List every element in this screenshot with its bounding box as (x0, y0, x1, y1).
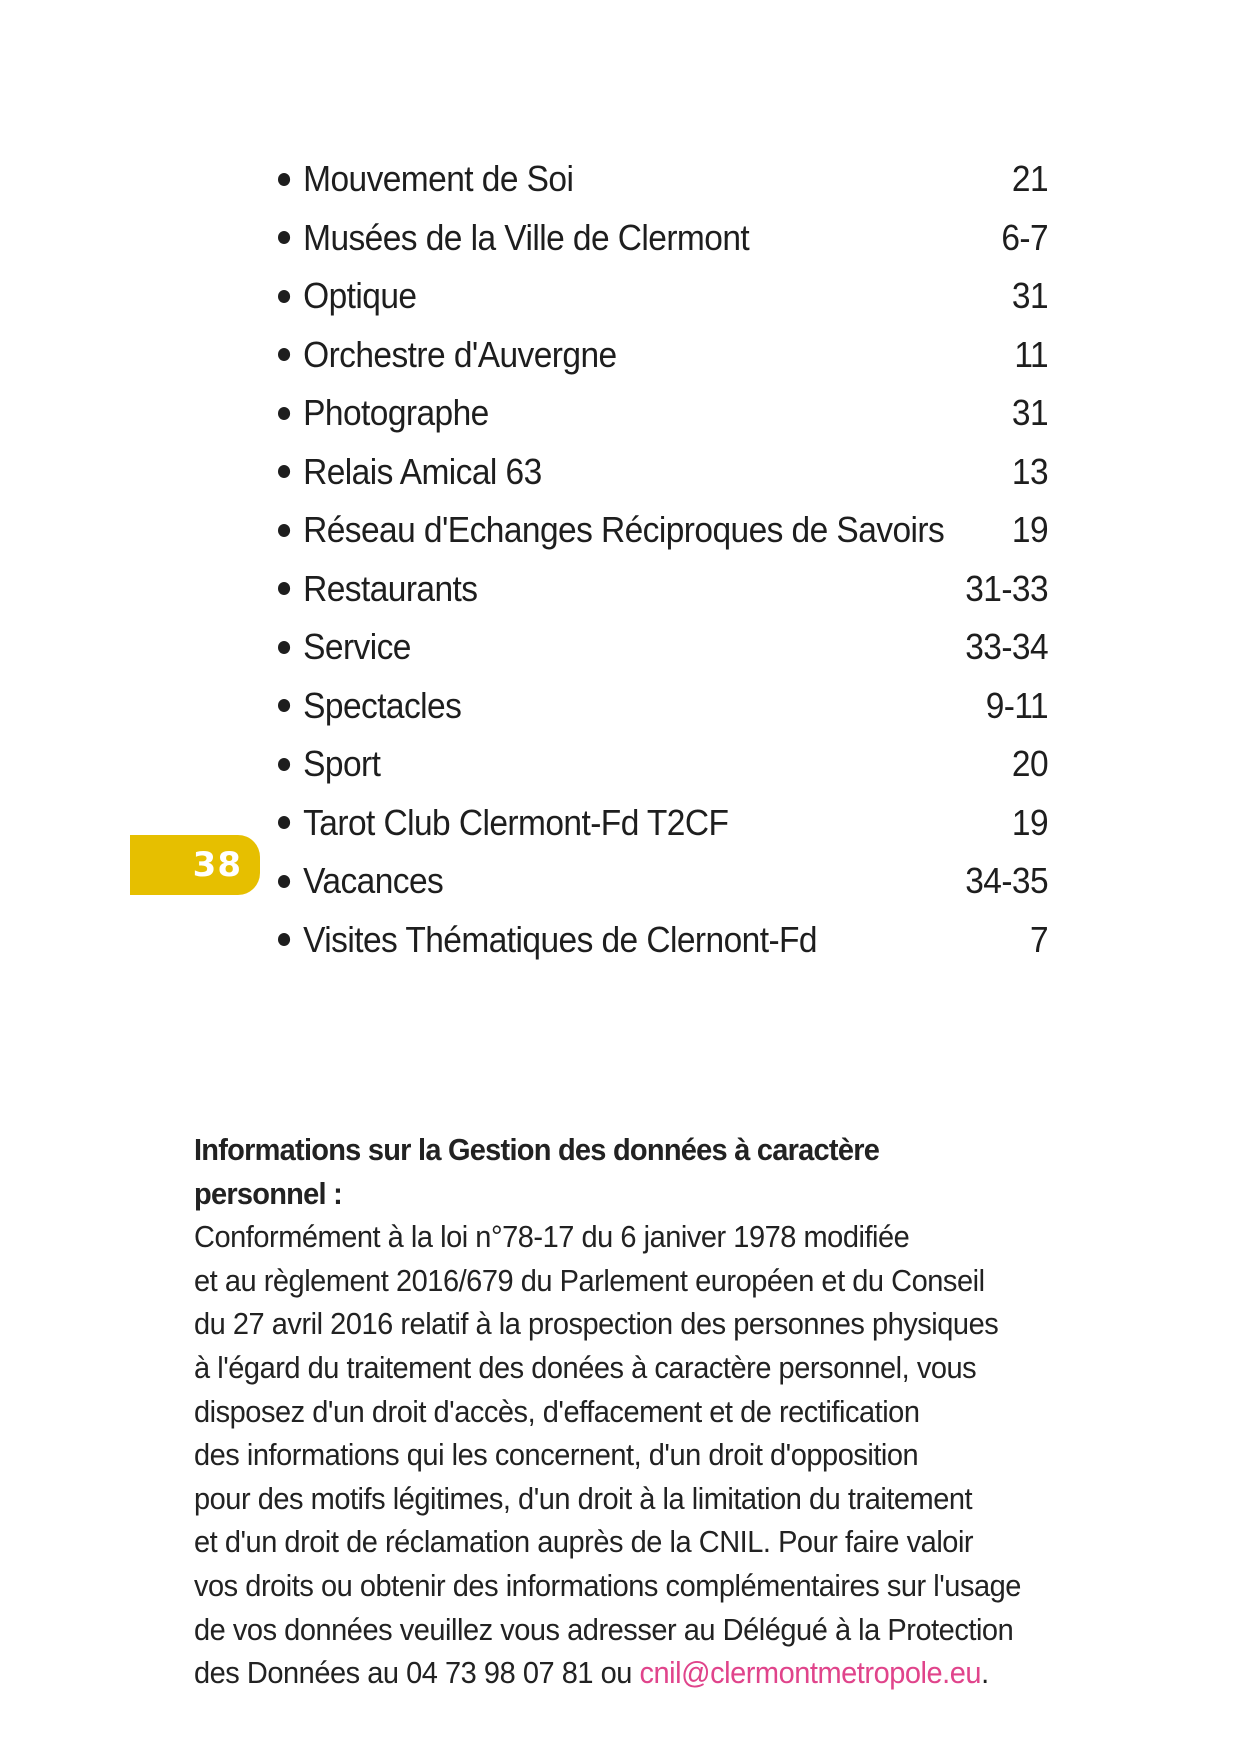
bullet-icon (278, 758, 290, 771)
cnil-email-link[interactable]: cnil@clermontmetropole.eu (639, 1655, 982, 1691)
bullet-icon (278, 465, 290, 478)
page-number-tab (130, 835, 260, 895)
index-item-label: Visites Thématiques de Clernont-Fd (303, 918, 817, 960)
index-item-pages: 31 (1011, 275, 1049, 317)
bullet-icon (278, 699, 290, 712)
index-item-label: Vacances (303, 860, 444, 902)
index-item-label: Tarot Club Clermont-Fd T2CF (303, 801, 729, 843)
index-item (278, 501, 1048, 560)
bullet-icon (278, 348, 290, 361)
bullet-icon (278, 933, 290, 946)
privacy-notice-title: Informations sur la Gestion des données à caractère personnel : (194, 1132, 880, 1211)
privacy-notice-last-line-suffix: . (981, 1655, 989, 1691)
privacy-notice-line: disposez d'un droit d'accès, d'effacement et de rectification (194, 1393, 920, 1429)
privacy-notice-line: de vos données veuillez vous adresser au Délégué à la Protection (194, 1611, 1014, 1647)
index-item-label: Service (303, 626, 411, 668)
privacy-notice-line: Conformément à la loi n°78-17 du 6 janiver 1978 modifiée (194, 1219, 910, 1255)
index-item (278, 443, 1048, 502)
index-item (278, 267, 1048, 326)
index-item-pages: 34-35 (965, 860, 1049, 902)
index-item (278, 794, 1048, 853)
index-item-label: Orchestre d'Auvergne (303, 333, 617, 375)
privacy-notice-line: à l'égard du traitement des donées à caractère personnel, vous (194, 1349, 977, 1385)
index-item-label: Relais Amical 63 (303, 450, 542, 492)
index-item (278, 911, 1048, 970)
index-item-pages: 31-33 (965, 567, 1049, 609)
index-item (278, 384, 1048, 443)
index-list (278, 150, 1048, 969)
index-item-pages: 7 (1029, 918, 1049, 960)
index-item (278, 677, 1048, 736)
bullet-icon (278, 407, 290, 420)
index-item-pages: 21 (1011, 158, 1049, 200)
privacy-notice-line: des informations qui les concernent, d'un droit d'opposition (194, 1437, 919, 1473)
page-number: 38 (192, 845, 242, 885)
index-item-pages: 11 (1014, 333, 1049, 375)
bullet-icon (278, 641, 290, 654)
index-item (278, 560, 1048, 619)
index-item (278, 326, 1048, 385)
privacy-notice-line: et d'un droit de réclamation auprès de la CNIL. Pour faire valoir (194, 1524, 974, 1560)
index-item-pages: 19 (1011, 509, 1049, 551)
index-item (278, 852, 1048, 911)
index-item-label: Restaurants (303, 567, 478, 609)
privacy-notice-line: vos droits ou obtenir des informations complémentaires sur l'usage (194, 1567, 1021, 1603)
index-item-label: Spectacles (303, 684, 462, 726)
index-item (278, 209, 1048, 268)
privacy-notice (194, 1128, 1021, 1695)
index-item-pages: 31 (1011, 392, 1049, 434)
index-item-label: Sport (303, 743, 381, 785)
index-item (278, 735, 1048, 794)
privacy-notice-line: pour des motifs légitimes, d'un droit à la limitation du traitement (194, 1480, 973, 1516)
privacy-notice-last-line-prefix: des Données au 04 73 98 07 81 ou (194, 1655, 640, 1691)
index-item-pages: 20 (1011, 743, 1049, 785)
bullet-icon (278, 231, 290, 244)
index-item-pages: 9-11 (985, 684, 1049, 726)
index-item (278, 618, 1048, 677)
privacy-notice-line: et au règlement 2016/679 du Parlement européen et du Conseil (194, 1262, 985, 1298)
bullet-icon (278, 582, 290, 595)
bullet-icon (278, 290, 290, 303)
index-item-pages: 13 (1011, 450, 1049, 492)
index-item-pages: 33-34 (965, 626, 1049, 668)
privacy-notice-last-line (194, 1651, 1017, 1695)
index-item-pages: 6-7 (1001, 216, 1049, 258)
index-item (278, 150, 1048, 209)
index-item-label: Musées de la Ville de Clermont (303, 216, 750, 258)
index-item-label: Réseau d'Echanges Réciproques de Savoirs (303, 509, 945, 551)
index-item-label: Optique (303, 275, 417, 317)
bullet-icon (278, 875, 290, 888)
index-item-label: Mouvement de Soi (303, 158, 574, 200)
bullet-icon (278, 524, 290, 537)
index-item-pages: 19 (1011, 801, 1049, 843)
privacy-notice-line: du 27 avril 2016 relatif à la prospection des personnes physiques (194, 1306, 999, 1342)
bullet-icon (278, 816, 290, 829)
bullet-icon (278, 173, 290, 186)
index-item-label: Photographe (303, 392, 489, 434)
